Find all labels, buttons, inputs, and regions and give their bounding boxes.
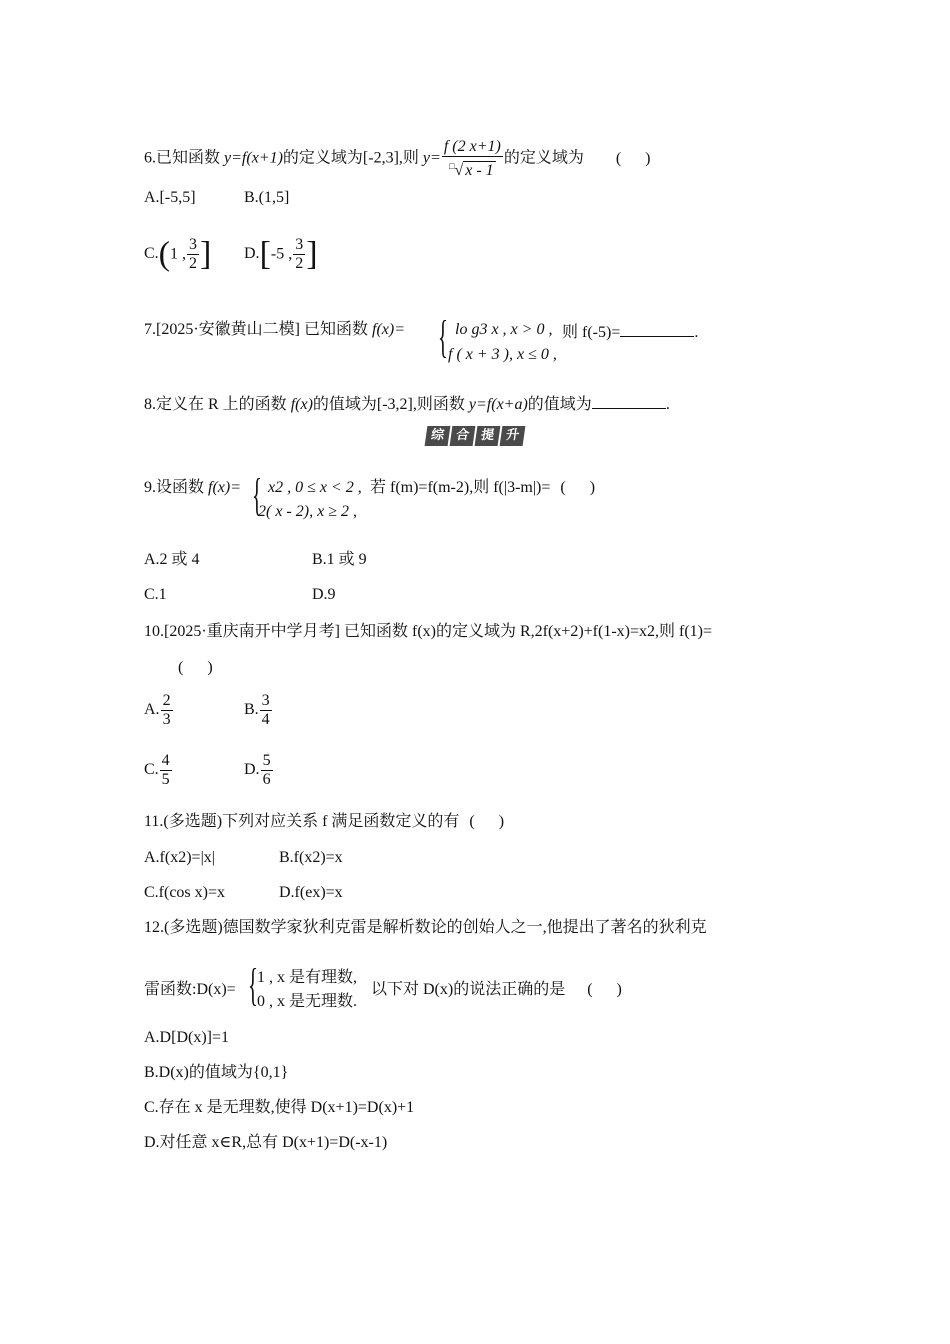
- q9-case-1: x2 , 0 ≤ x < 2 ,: [268, 479, 362, 496]
- q11-opt-c: C.f(cos x)=x: [144, 884, 226, 901]
- q9-opt-c: C.1: [144, 586, 167, 603]
- q7-case-2: f ( x + 3 ), x ≤ 0 ,: [448, 346, 557, 363]
- q8-text-b: f(x): [290, 396, 313, 413]
- q11-answer-paren: ( ): [469, 813, 505, 830]
- q7-brace: {: [438, 311, 448, 362]
- q6-opt-d-label: D.: [244, 245, 260, 263]
- q6-opt-c-left: 1 ,: [170, 245, 186, 263]
- q6-opt-c-rbracket: ]: [200, 235, 212, 273]
- q12-case-2: 0 , x 是无理数.: [257, 993, 358, 1010]
- q9-stem-b: 若 f(m)=f(m-2),则 f(|3-m|)=: [370, 479, 551, 496]
- q10-opt-a-num: 2: [162, 692, 171, 709]
- q6-opt-c-num: 3: [189, 236, 197, 253]
- q6-root-radicand: x - 1: [465, 162, 494, 179]
- q10-opt-d-label: D.: [244, 761, 260, 779]
- q6-opt-b: B.(1,5]: [244, 189, 290, 206]
- q10-opt-d-num: 5: [262, 752, 271, 769]
- q12-opt-a: A.D[D(x)]=1: [144, 1029, 229, 1046]
- q9-opt-b: B.1 或 9: [312, 551, 367, 568]
- q6-root-index: □: [449, 161, 455, 171]
- q12-opt-d: D.对任意 x∈R,总有 D(x+1)=D(-x-1): [144, 1134, 388, 1151]
- section-badge-char: 综: [425, 426, 451, 446]
- q9-answer-paren: ( ): [560, 479, 596, 496]
- q10-stem: 10.[2025·重庆南开中学月考] 已知函数 f(x)的定义域为 R,2f(x+2)+f(1-x)=x2,则 f(1)=: [144, 623, 713, 640]
- q12-brace: {: [248, 959, 258, 1010]
- q8-answer-blank[interactable]: [592, 394, 666, 409]
- q11-stem: [144, 812, 504, 832]
- q6-fraction-den: □√ x - 1: [449, 161, 494, 179]
- q10-opt-b-den: 4: [261, 711, 270, 728]
- q6-opt-c-frac: [187, 236, 199, 273]
- q6-opt-d-frac: [293, 236, 305, 273]
- section-badge-char: 提: [475, 426, 501, 446]
- q10-opt-c: [144, 752, 173, 789]
- q9-stem: [144, 478, 241, 498]
- q6-opt-c-den: 2: [189, 255, 197, 272]
- q10-opt-a-den: 3: [162, 711, 171, 728]
- q12-opt-c: C.存在 x 是无理数,使得 D(x+1)=D(x)+1: [144, 1099, 415, 1116]
- q9-tail: [370, 478, 595, 498]
- q9-case-2: 2( x - 2), x ≥ 2 ,: [258, 503, 357, 520]
- q6-y: y=: [422, 149, 441, 167]
- q6-fraction: [442, 138, 503, 180]
- q7-fx: f(x)=: [372, 321, 405, 338]
- q6-answer-paren: ( ): [615, 149, 651, 167]
- q12-answer-paren: ( ): [587, 981, 622, 998]
- section-badge-char: 升: [500, 426, 526, 446]
- q7-tail: [562, 322, 698, 343]
- q6-fraction-num: f (2 x+1): [443, 138, 501, 155]
- q7-stem: [144, 320, 405, 340]
- q12-stem-c: 以下对 D(x)的说法正确的是: [371, 981, 566, 998]
- q8-text-a: 8.定义在 R 上的函数: [144, 396, 291, 413]
- q9-fx: f(x)=: [208, 479, 242, 496]
- q12-tail: [371, 980, 622, 1000]
- q10-opt-c-den: 5: [161, 771, 170, 788]
- q11-opt-a: A.f(x2)=|x|: [144, 849, 215, 866]
- q10-opt-d: [244, 752, 274, 789]
- q6-fx: y=f(x+1): [224, 149, 283, 167]
- q7-stem-a: 7.[2025·安徽黄山二模] 已知函数: [144, 321, 372, 338]
- section-badge-char: 合: [450, 426, 476, 446]
- q10-opt-b-frac: [260, 692, 272, 729]
- q6-opt-d-rbracket: ]: [306, 235, 318, 273]
- q10-opt-a-frac: [161, 692, 173, 729]
- q8-end: .: [665, 396, 670, 413]
- q12-stem-b: 雷函数:D(x)=: [144, 981, 236, 998]
- q6-stem-c: 的定义域为: [503, 149, 584, 167]
- q10-opt-a: [144, 692, 174, 729]
- q8-text-c: 的值域为[-3,2],则函数: [312, 396, 469, 413]
- q9-stem-a: 9.设函数: [144, 479, 209, 496]
- q8-text-d: y=f(x+a): [468, 396, 528, 413]
- q6-opt-c-lparen: (: [158, 235, 170, 273]
- q7-answer-blank[interactable]: [620, 322, 694, 337]
- q6-opt-a: A.[-5,5]: [144, 189, 196, 206]
- q8-text-e: 的值域为: [527, 396, 592, 413]
- q7-stem-b: 则 f(-5)=: [562, 324, 621, 341]
- q10-opt-b: [244, 692, 273, 729]
- q6-opt-c-label: C.: [144, 245, 159, 263]
- q12-case-1: 1 , x 是有理数,: [257, 969, 358, 986]
- q11-opt-d: D.f(ex)=x: [279, 884, 343, 901]
- q12-opt-b: B.D(x)的值域为{0,1}: [144, 1064, 289, 1081]
- q8-stem: [144, 394, 670, 415]
- q10-opt-d-den: 6: [262, 771, 271, 788]
- q6-opt-d-lbracket: [: [259, 235, 271, 273]
- q10-opt-c-label: C.: [144, 761, 159, 779]
- q6-opt-d-num: 3: [295, 236, 304, 253]
- q10-opt-a-label: A.: [144, 701, 160, 719]
- q6-opt-d-den: 2: [295, 255, 304, 272]
- q7-end: .: [694, 324, 699, 341]
- q6-opt-c: [144, 236, 211, 273]
- q6-opt-d-left: -5 ,: [270, 245, 293, 263]
- q6-opt-d: [244, 236, 318, 273]
- q6-stem: [144, 138, 651, 180]
- q10-opt-b-num: 3: [261, 692, 270, 709]
- q11-stem-text: 11.(多选题)下列对应关系 f 满足函数定义的有: [144, 813, 460, 830]
- q7-case-1: lo g3 x , x > 0 ,: [455, 321, 553, 338]
- q10-opt-c-frac: [160, 752, 172, 789]
- q9-opt-d: D.9: [312, 586, 336, 603]
- q10-opt-c-num: 4: [161, 752, 170, 769]
- q9-opt-a: A.2 或 4: [144, 551, 200, 568]
- q9-brace: {: [252, 469, 262, 520]
- q10-opt-b-label: B.: [244, 701, 259, 719]
- q6-stem-a: 6.已知函数: [144, 149, 225, 167]
- q12-stem-a: 12.(多选题)德国数学家狄利克雷是解析数论的创始人之一,他提出了著名的狄利克: [144, 919, 707, 936]
- q10-answer-paren: ( ): [178, 659, 213, 676]
- q10-opt-d-frac: [261, 752, 273, 789]
- q11-opt-b: B.f(x2)=x: [279, 849, 343, 866]
- section-badge: [426, 426, 524, 446]
- q6-stem-b: 的定义域为[-2,3],则: [282, 149, 423, 167]
